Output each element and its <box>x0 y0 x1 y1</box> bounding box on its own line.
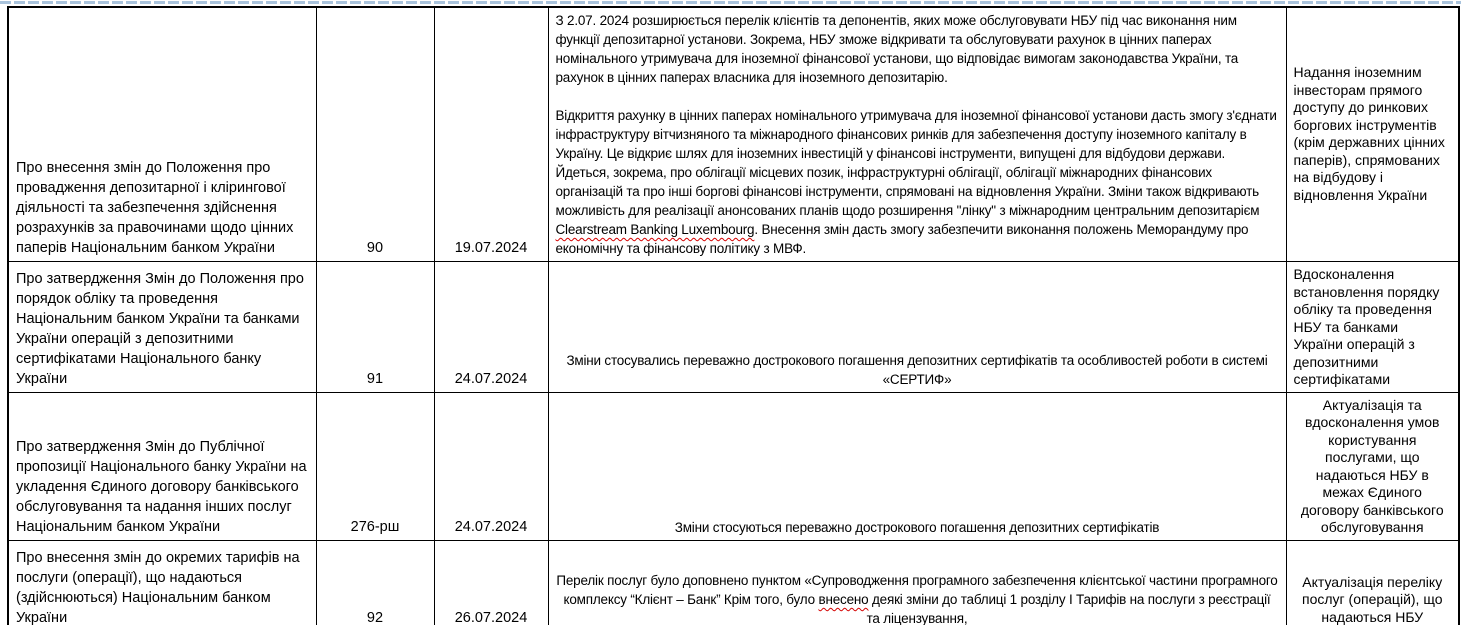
act-date-cell <box>434 7 548 262</box>
description-text: деякі зміни до таблиці 1 розділу І Тарифів на послуги з реєстрації та ліцензування, <box>866 592 1271 625</box>
act-number: 90 <box>366 240 384 256</box>
act-date: 24.07.2024 <box>454 518 528 535</box>
act-title-cell <box>8 392 316 540</box>
description-text: З 2.07. 2024 розширюється перелік клієнтів та депонентів, яких може обслуговувати НБУ під час виконання ним функції депозитарної установи. Зокрема, НБУ зможе відкривати та обслуговувати рахунок в цінних паперах номінального утримувача для іноземної фінансової установи, що відповідає вимогам законодавства України, та рахунок в цінних паперах власника для іноземного депозитарію. <box>555 13 1239 85</box>
act-date: 26.07.2024 <box>454 610 528 625</box>
spellcheck-flagged-text: внесено <box>818 592 869 607</box>
description-paragraph <box>556 518 1279 537</box>
act-date-cell <box>434 262 548 393</box>
act-number-cell <box>316 540 434 625</box>
act-title-cell <box>8 262 316 393</box>
act-date: 24.07.2024 <box>454 370 528 387</box>
act-description-cell <box>548 392 1286 540</box>
act-number: 276-рш <box>350 518 400 535</box>
act-title-cell <box>8 540 316 625</box>
act-purpose: Актуалізація та вдосконалення умов користування послугами, що надаються НБУ в межах Єдиного договору банківського обслуговування <box>1300 396 1444 535</box>
description-blank-line <box>556 87 1279 106</box>
act-number-cell <box>316 7 434 262</box>
act-title: Про внесення змін до Положення про провадження депозитарної і клірингової діяльності та забезпечення здійснення розрахунків за правочинами щодо цінних паперів Національним банком України <box>16 160 294 256</box>
acts-table-body <box>8 7 1459 625</box>
act-number: 92 <box>366 610 384 625</box>
act-purpose-cell <box>1286 392 1459 540</box>
act-number-cell <box>316 392 434 540</box>
act-date-cell <box>434 540 548 625</box>
act-title: Про затвердження Змін до Положення про порядок обліку та проведення Національним банком України та банками України операцій з депозитними сертифікатами Національного банку України <box>16 270 304 387</box>
act-number: 91 <box>366 370 384 387</box>
table-row <box>8 540 1459 625</box>
act-title: Про внесення змін до окремих тарифів на послуги (операції), що надаються (здійснюються) Національним банком України <box>16 550 300 625</box>
description-text: Перелік послуг було доповнено пунктом «Супроводження програмного забезпечення клієнтської частини програмного комплексу “Клієнт – Банк” Крім того, було <box>556 573 1278 607</box>
act-number-cell <box>316 262 434 393</box>
description-paragraph <box>556 571 1279 625</box>
spellcheck-flagged-text: Clearstream Banking Luxembourg <box>555 222 755 237</box>
act-purpose-cell <box>1286 540 1459 625</box>
act-description-cell <box>548 7 1286 262</box>
description-text: . Внесення змін дасть змогу забезпечити виконання положень Меморандуму про економічну та фінансову політику з МВФ. <box>555 222 1249 256</box>
table-row <box>8 7 1459 262</box>
page-boundary-dashed-line <box>0 1 1461 4</box>
act-date: 19.07.2024 <box>454 240 528 256</box>
act-date-cell <box>434 392 548 540</box>
act-description-cell <box>548 262 1286 393</box>
description-paragraph <box>556 11 1279 87</box>
description-paragraph <box>556 106 1279 258</box>
table-row <box>8 392 1459 540</box>
act-description-cell <box>548 540 1286 625</box>
act-purpose: Вдосконалення встановлення порядку обліку та проведення НБУ та банками України операцій з депозитними сертифікатами <box>1293 266 1440 387</box>
act-purpose-cell <box>1286 7 1459 262</box>
act-purpose: Надання іноземним інвесторам прямого доступу до ринкових боргових інструментів (крім державних цінних паперів), спрямованих на відбудову і відновлення України <box>1293 64 1445 203</box>
act-purpose: Актуалізація переліку послуг (операцій), що надаються НБУ <box>1302 573 1443 625</box>
description-text: Зміни стосувались переважно дострокового погашення депозитних сертифікатів та особливостей роботи в системі «СЕРТИФ» <box>566 352 1268 387</box>
act-title-cell <box>8 7 316 262</box>
regulatory-acts-table <box>7 6 1460 625</box>
description-paragraph <box>556 351 1279 389</box>
act-title: Про затвердження Змін до Публічної пропозиції Національного банку України на укладення Єдиного договору банківського обслуговування та надання інших послуг Національним банком України <box>16 438 307 535</box>
description-text: Зміни стосуються переважно дострокового погашення депозитних сертифікатів <box>674 519 1160 535</box>
table-row <box>8 262 1459 393</box>
description-text: Відкриття рахунку в цінних паперах номінального утримувача для іноземної фінансової установи дасть змогу з'єднати інфраструктуру вітчизняного та міжнародного фінансових ринків для забезпечення доступу іноземного капіталу в Україну. Це відкриє шлях для іноземних інвестицій у фінансові інструменти, випущені для відбудови держави. Йдеться, зокрема, про облігації місцевих позик, інфраструктурні облігації, облігації міжнародних фінансових організацій та про інші боргові фінансові інструменти, спрямовані на відновлення України. Зміни також відкривають можливість для реалізації анонсованих планів щодо розширення "лінку" з міжнародним центральним депозитарієм <box>555 108 1277 218</box>
act-purpose-cell <box>1286 262 1459 393</box>
